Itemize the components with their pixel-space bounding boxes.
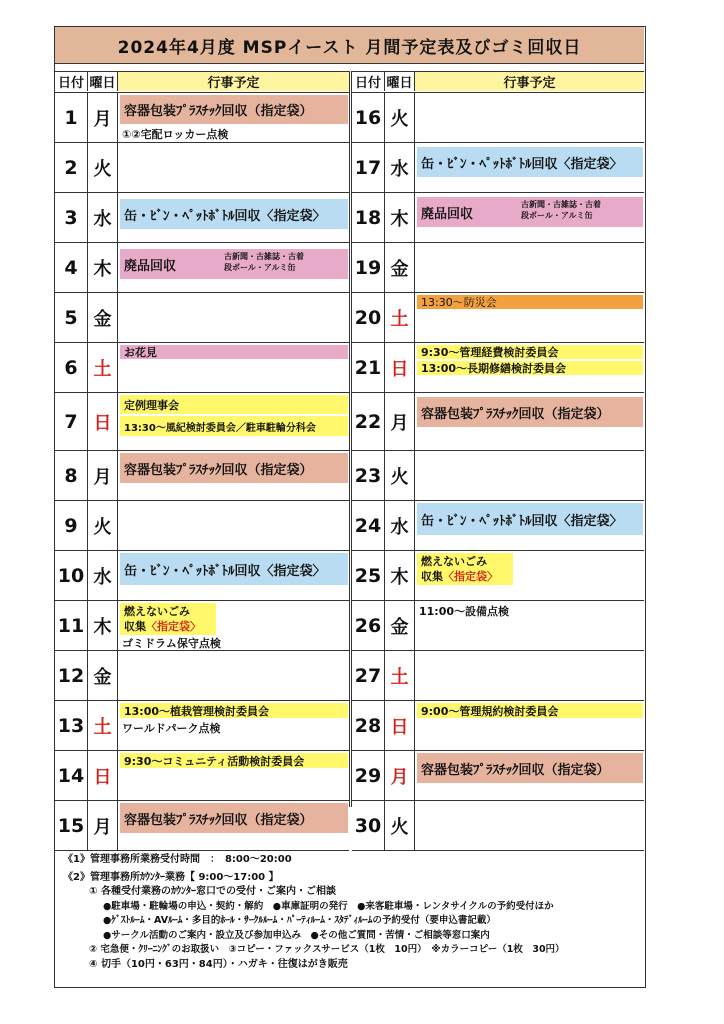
day-row — [55, 551, 349, 601]
column-header — [55, 71, 349, 93]
day-row — [352, 551, 644, 601]
day-row — [55, 651, 349, 701]
weekday: 水 — [88, 193, 118, 242]
note-line: ●ｹﾞｽﾄﾙｰﾑ・AVﾙｰﾑ・多目的ﾎｰﾙ・ｻｰｸﾙﾙｰﾑ・ﾊﾟｰﾃｨﾙｰﾑ・ｽﾀﾃﾞｨﾙｰﾑの予約受付（要申込書記載） — [103, 915, 496, 926]
event-text: ①②宅配ロッカー点検 — [122, 128, 229, 141]
day-row — [352, 93, 644, 143]
weekday: 土 — [385, 651, 415, 700]
community-committee: 9:30～コミュニティ活動検討委員会 — [120, 753, 348, 768]
day-number: 27 — [352, 651, 385, 700]
calendar-sheet — [54, 26, 646, 988]
day-row — [352, 293, 644, 343]
day-row — [55, 751, 349, 801]
day-number: 2 — [55, 143, 88, 192]
day-number: 4 — [55, 243, 88, 292]
paper-note: 古新聞・古雑誌・古着 段ボール・アルミ缶 — [224, 252, 304, 272]
day-number: 12 — [55, 651, 88, 700]
board-meeting: 定例理事会 — [120, 395, 348, 414]
event-text: ワールドパーク点検 — [122, 722, 221, 735]
day-row — [352, 751, 644, 801]
plastic-collection: 容器包装ﾌﾟﾗｽﾁｯｸ回収（指定袋） — [417, 397, 643, 427]
day-number: 22 — [352, 393, 385, 450]
weekday: 月 — [385, 751, 415, 800]
weekday: 火 — [88, 501, 118, 550]
cans-collection: 缶・ﾋﾞﾝ・ﾍﾟｯﾄﾎﾞﾄﾙ回収〈指定袋〉 — [417, 503, 643, 535]
header-day: 日付 — [55, 72, 88, 91]
note-line: 《1》管理事務所業務受付時間 ： 8:00～20:00 — [63, 854, 292, 865]
day-number: 7 — [55, 393, 88, 450]
nonburnable-collection — [417, 553, 513, 585]
note-line: ② 宅急便・ｸﾘｰﾆﾝｸﾞのお取扱い ③コピー・ファックスサービス（1枚 10円） ※カラーコピー（1枚 30円） — [89, 944, 565, 955]
day-row — [55, 293, 349, 343]
weekday: 月 — [88, 451, 118, 500]
note-line: ●サークル活動のご案内・設立及び参加申込み ●その他ご質問・苦情・ご相談等窓口案内 — [103, 929, 490, 941]
paper-collection — [417, 197, 643, 227]
day-number: 17 — [352, 143, 385, 192]
day-row — [352, 143, 644, 193]
day-number: 1 — [55, 93, 88, 142]
day-row — [55, 243, 349, 293]
day-row — [55, 601, 349, 651]
day-row — [55, 501, 349, 551]
paper-collection — [120, 249, 348, 279]
note-line: ●駐車場・駐輪場の申込・契約・解約 ●車庫証明の発行 ●来客駐車場・レンタサイクルの予約受付ほか — [103, 900, 554, 912]
day-number: 19 — [352, 243, 385, 292]
day-row — [55, 451, 349, 501]
nonburnable-label: 収集〈指定袋〉 — [124, 620, 201, 633]
note-line: ④ 切手（10円・63円・84円）・ハガキ・往復はがき販売 — [89, 958, 348, 970]
plastic-collection: 容器包装ﾌﾟﾗｽﾁｯｸ回収（指定袋） — [417, 753, 643, 783]
day-number: 9 — [55, 501, 88, 550]
paper-label: 廃品回収 — [421, 206, 474, 222]
day-number: 15 — [55, 801, 88, 850]
day-number: 30 — [352, 801, 385, 850]
paper-label: 廃品回収 — [124, 258, 177, 274]
bylaws-committee: 9:00～管理規約検討委員会 — [417, 703, 643, 718]
weekday: 水 — [385, 501, 415, 550]
day-row — [55, 93, 349, 143]
day-row — [352, 393, 644, 451]
day-row — [352, 601, 644, 651]
cans-collection: 缶・ﾋﾞﾝ・ﾍﾟｯﾄﾎﾞﾄﾙ回収〈指定袋〉 — [120, 199, 348, 229]
event-text: ゴミドラム保守点検 — [122, 637, 221, 650]
nonburnable-label: 収集〈指定袋〉 — [421, 570, 498, 583]
header-weekday: 曜日 — [385, 72, 415, 91]
weekday: 月 — [88, 93, 118, 142]
weekday: 火 — [385, 801, 415, 850]
note-line: 《2》管理事務所ｶｳﾝﾀｰ業務【 9:00～17:00 】 — [63, 871, 279, 883]
plastic-collection: 容器包装ﾌﾟﾗｽﾁｯｸ回収（指定袋） — [120, 453, 348, 483]
day-row — [55, 701, 349, 751]
day-number: 20 — [352, 293, 385, 342]
day-row — [352, 501, 644, 551]
weekday: 日 — [385, 343, 415, 392]
event-text: 11:00～設備点検 — [419, 605, 510, 618]
day-number: 28 — [352, 701, 385, 750]
header-events: 行事予定 — [118, 72, 349, 91]
weekday: 水 — [88, 551, 118, 600]
weekday: 日 — [88, 393, 118, 450]
note-line: ① 各種受付業務のｶｳﾝﾀｰ窓口での受付・ご案内・ご相談 — [89, 886, 336, 897]
header-events: 行事予定 — [415, 72, 644, 91]
nonburnable-label: 燃えないごみ — [421, 555, 487, 568]
day-number: 25 — [352, 551, 385, 600]
weekday: 日 — [88, 751, 118, 800]
day-number: 21 — [352, 343, 385, 392]
weekday: 水 — [385, 143, 415, 192]
weekday: 金 — [88, 651, 118, 700]
weekday: 土 — [88, 701, 118, 750]
day-number: 26 — [352, 601, 385, 650]
paper-note: 古新聞・古雑誌・古着 段ボール・アルミ缶 — [521, 200, 601, 220]
weekday: 木 — [88, 243, 118, 292]
day-number: 11 — [55, 601, 88, 650]
day-row — [352, 701, 644, 751]
day-number: 6 — [55, 343, 88, 392]
header-weekday: 曜日 — [88, 72, 118, 91]
hanami-event: お花見 — [120, 345, 348, 359]
office-notes — [63, 853, 638, 972]
day-number: 14 — [55, 751, 88, 800]
day-number: 13 — [55, 701, 88, 750]
weekday: 日 — [385, 701, 415, 750]
day-number: 24 — [352, 501, 385, 550]
day-row — [352, 243, 644, 293]
weekday: 木 — [385, 193, 415, 242]
weekday: 月 — [88, 801, 118, 850]
day-row — [352, 651, 644, 701]
day-row — [55, 393, 349, 451]
plastic-collection: 容器包装ﾌﾟﾗｽﾁｯｸ回収（指定袋） — [120, 95, 348, 124]
weekday: 火 — [385, 451, 415, 500]
day-number: 10 — [55, 551, 88, 600]
page-title: 2024年4月度 MSPイースト 月間予定表及びゴミ回収日 — [55, 27, 644, 64]
weekday: 金 — [385, 601, 415, 650]
day-row — [55, 143, 349, 193]
committee-meeting: 13:30～風紀検討委員会／駐車駐輪分科会 — [120, 416, 348, 436]
day-row — [352, 801, 644, 851]
nonburnable-label: 燃えないごみ — [124, 605, 190, 618]
column-header — [352, 71, 644, 93]
day-number: 3 — [55, 193, 88, 242]
day-row — [55, 193, 349, 243]
day-row — [352, 343, 644, 393]
disaster-drill: 13:30～防災会 — [417, 295, 643, 309]
day-number: 18 — [352, 193, 385, 242]
day-number: 8 — [55, 451, 88, 500]
finance-committee: 9:30～管理経費検討委員会 — [417, 345, 643, 359]
day-row — [352, 451, 644, 501]
day-row — [55, 801, 349, 851]
weekday: 木 — [88, 601, 118, 650]
weekday: 金 — [385, 243, 415, 292]
header-day: 日付 — [352, 72, 385, 91]
weekday: 土 — [385, 293, 415, 342]
day-number: 23 — [352, 451, 385, 500]
cans-collection: 缶・ﾋﾞﾝ・ﾍﾟｯﾄﾎﾞﾄﾙ回収〈指定袋〉 — [417, 147, 643, 177]
cans-collection: 缶・ﾋﾞﾝ・ﾍﾟｯﾄﾎﾞﾄﾙ回収〈指定袋〉 — [120, 553, 348, 585]
day-number: 5 — [55, 293, 88, 342]
planting-committee: 13:00～植栽管理検討委員会 — [120, 703, 348, 718]
weekday: 火 — [88, 143, 118, 192]
day-row — [55, 343, 349, 393]
day-row — [352, 193, 644, 243]
plastic-collection: 容器包装ﾌﾟﾗｽﾁｯｸ回収（指定袋） — [120, 803, 348, 833]
weekday: 月 — [385, 393, 415, 450]
weekday: 火 — [385, 93, 415, 142]
nonburnable-collection — [120, 603, 216, 635]
repair-committee: 13:00～長期修繕検討委員会 — [417, 361, 643, 375]
day-number: 16 — [352, 93, 385, 142]
weekday: 土 — [88, 343, 118, 392]
weekday: 金 — [88, 293, 118, 342]
weekday: 木 — [385, 551, 415, 600]
day-number: 29 — [352, 751, 385, 800]
